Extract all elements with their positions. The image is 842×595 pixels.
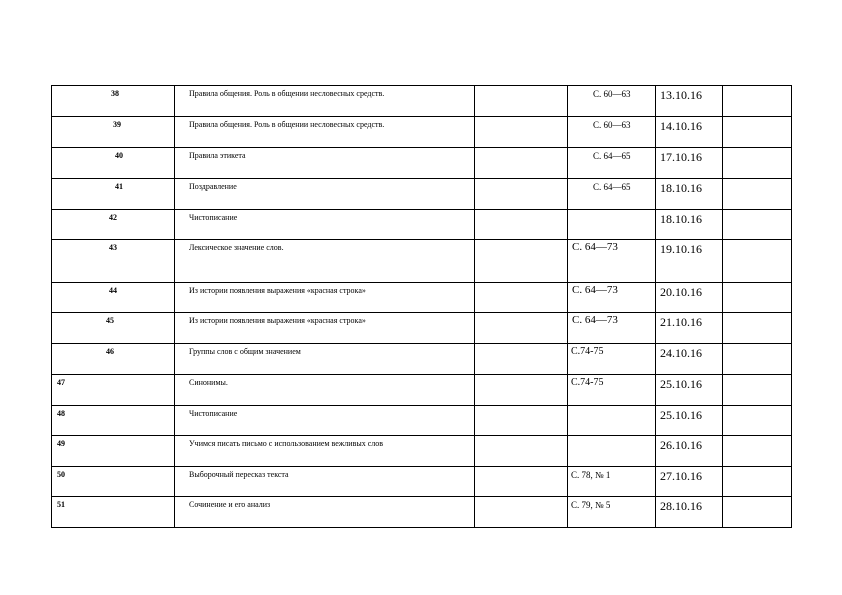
table-row	[52, 179, 792, 210]
lesson-number: 48	[52, 406, 175, 436]
lesson-date: 24.10.16	[656, 344, 723, 375]
lesson-number: 39	[52, 117, 175, 148]
lesson-topic: Сочинение и его анализ	[175, 497, 475, 528]
lesson-number: 47	[52, 375, 175, 406]
empty-cell	[723, 210, 792, 240]
lesson-topic: Чистописание	[175, 210, 475, 240]
empty-cell	[475, 148, 568, 179]
table-row	[52, 283, 792, 313]
lesson-topic: Из истории появления выражения «красная строка»	[175, 313, 475, 344]
textbook-pages	[568, 406, 656, 436]
lesson-number: 41	[52, 179, 175, 210]
lesson-topic: Поздравление	[175, 179, 475, 210]
lesson-date: 21.10.16	[656, 313, 723, 344]
empty-cell	[475, 497, 568, 528]
table-row	[52, 240, 792, 283]
lesson-number: 46	[52, 344, 175, 375]
empty-cell	[723, 436, 792, 467]
lesson-topic: Выборочный пересказ текста	[175, 467, 475, 497]
empty-cell	[475, 375, 568, 406]
empty-cell	[723, 497, 792, 528]
lesson-date: 18.10.16	[656, 179, 723, 210]
lesson-date: 25.10.16	[656, 375, 723, 406]
lesson-topic: Чистописание	[175, 406, 475, 436]
empty-cell	[723, 375, 792, 406]
lesson-topic: Правила общения. Роль в общении несловесных средств.	[175, 117, 475, 148]
lesson-date: 28.10.16	[656, 497, 723, 528]
textbook-pages: С. 64—73	[568, 283, 656, 313]
empty-cell	[723, 467, 792, 497]
table-row	[52, 148, 792, 179]
empty-cell	[475, 210, 568, 240]
empty-cell	[723, 283, 792, 313]
lesson-number: 44	[52, 283, 175, 313]
table-row	[52, 117, 792, 148]
table-row	[52, 467, 792, 497]
empty-cell	[475, 117, 568, 148]
lesson-topic: Из истории появления выражения «красная строка»	[175, 283, 475, 313]
lesson-number: 42	[52, 210, 175, 240]
textbook-pages: С.74-75	[568, 375, 656, 406]
table-row	[52, 344, 792, 375]
empty-cell	[723, 148, 792, 179]
textbook-pages	[568, 210, 656, 240]
lesson-date: 25.10.16	[656, 406, 723, 436]
textbook-pages: С. 60—63	[568, 86, 656, 117]
empty-cell	[723, 179, 792, 210]
empty-cell	[475, 283, 568, 313]
textbook-pages: С. 64—65	[568, 179, 656, 210]
empty-cell	[723, 240, 792, 283]
lesson-date: 26.10.16	[656, 436, 723, 467]
lesson-date: 18.10.16	[656, 210, 723, 240]
empty-cell	[723, 344, 792, 375]
empty-cell	[723, 117, 792, 148]
lesson-topic: Правила этикета	[175, 148, 475, 179]
textbook-pages: С. 78, № 1	[568, 467, 656, 497]
table-row	[52, 313, 792, 344]
lesson-date: 13.10.16	[656, 86, 723, 117]
lesson-plan-table	[51, 85, 792, 528]
empty-cell	[475, 467, 568, 497]
lesson-date: 14.10.16	[656, 117, 723, 148]
table-row	[52, 436, 792, 467]
lesson-topic: Учимся писать письмо с использованием вежливых слов	[175, 436, 475, 467]
lesson-topic: Группы слов с общим значением	[175, 344, 475, 375]
empty-cell	[475, 436, 568, 467]
lesson-number: 43	[52, 240, 175, 283]
textbook-pages: С. 64—73	[568, 240, 656, 283]
textbook-pages: С. 64—73	[568, 313, 656, 344]
lesson-date: 27.10.16	[656, 467, 723, 497]
table-row	[52, 497, 792, 528]
empty-cell	[475, 179, 568, 210]
table-row	[52, 210, 792, 240]
lesson-number: 49	[52, 436, 175, 467]
textbook-pages: С. 60—63	[568, 117, 656, 148]
textbook-pages: С. 79, № 5	[568, 497, 656, 528]
empty-cell	[723, 406, 792, 436]
empty-cell	[475, 313, 568, 344]
lesson-number: 38	[52, 86, 175, 117]
lesson-number: 45	[52, 313, 175, 344]
lesson-date: 17.10.16	[656, 148, 723, 179]
textbook-pages: С.74-75	[568, 344, 656, 375]
lesson-date: 19.10.16	[656, 240, 723, 283]
lesson-topic: Лексическое значение слов.	[175, 240, 475, 283]
empty-cell	[723, 86, 792, 117]
lesson-number: 50	[52, 467, 175, 497]
empty-cell	[723, 313, 792, 344]
table-row	[52, 406, 792, 436]
empty-cell	[475, 406, 568, 436]
lesson-topic: Правила общения. Роль в общении несловесных средств.	[175, 86, 475, 117]
lesson-number: 51	[52, 497, 175, 528]
lesson-date: 20.10.16	[656, 283, 723, 313]
empty-cell	[475, 240, 568, 283]
empty-cell	[475, 344, 568, 375]
lesson-number: 40	[52, 148, 175, 179]
textbook-pages	[568, 436, 656, 467]
table-row	[52, 86, 792, 117]
table-row	[52, 375, 792, 406]
empty-cell	[475, 86, 568, 117]
lesson-topic: Синонимы.	[175, 375, 475, 406]
textbook-pages: С. 64—65	[568, 148, 656, 179]
